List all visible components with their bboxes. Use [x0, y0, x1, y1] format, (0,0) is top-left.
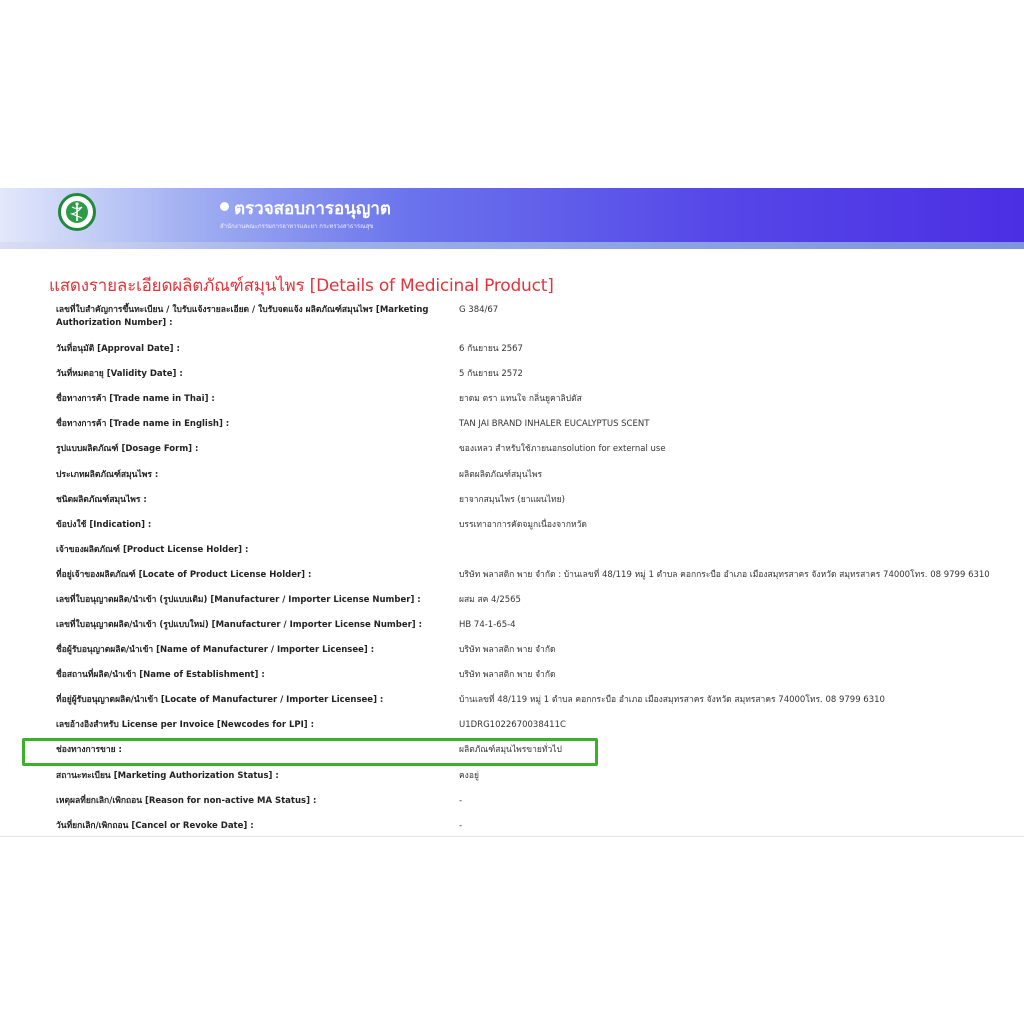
detail-label: เลขที่ใบอนุญาตผลิต/นำเข้า (รูปแบบใหม่) [Manufacturer / Importer License Number] : [56, 620, 423, 630]
banner-title: ตรวจสอบการอนุญาต [234, 199, 391, 219]
detail-value: ผลิตภัณฑ์สมุนไพรขายทั่วไป [459, 745, 562, 755]
detail-label: ชนิดผลิตภัณฑ์สมุนไพร : [56, 495, 147, 505]
banner-subtitle: สำนักงานคณะกรรมการอาหารและยา กระทรวงสาธารณสุข [220, 223, 374, 230]
detail-value: บริษัท พลาสติก พาย จำกัด [459, 670, 556, 680]
detail-value: บริษัท พลาสติก พาย จำกัด : บ้านเลขที่ 48/119 หมู่ 1 ตำบล คอกกระบือ อำเภอ เมืองสมุทรสาคร จังหวัด สมุทรสาคร 74000โทร. 08 9799 6310 [459, 570, 990, 580]
detail-label: ประเภทผลิตภัณฑ์สมุนไพร : [56, 470, 159, 480]
detail-label: ชื่อผู้รับอนุญาตผลิต/นำเข้า [Name of Manufacturer / Importer Licensee] : [56, 645, 375, 655]
detail-label: ช่องทางการขาย : [56, 745, 122, 755]
detail-value: บ้านเลขที่ 48/119 หมู่ 1 ตำบล คอกกระบือ อำเภอ เมืองสมุทรสาคร จังหวัด สมุทรสาคร 74000โทร. 08 9799 6310 [459, 695, 885, 705]
banner-strip [0, 242, 1024, 249]
detail-label: เจ้าของผลิตภัณฑ์ [Product License Holder] : [56, 545, 249, 555]
detail-value: ของเหลว สำหรับใช้ภายนอกsolution for external use [459, 444, 666, 454]
detail-label: ชื่อสถานที่ผลิต/นำเข้า [Name of Establishment] : [56, 670, 265, 680]
detail-label: เลขอ้างอิงสำหรับ License per Invoice [Newcodes for LPI] : [56, 720, 315, 730]
ministry-of-public-health-seal-icon [58, 193, 96, 231]
sales-channel-highlight-box [22, 738, 598, 766]
detail-label: สถานะทะเบียน [Marketing Authorization Status] : [56, 771, 279, 781]
detail-label: ชื่อทางการค้า [Trade name in English] : [56, 419, 230, 429]
app-screenshot [0, 188, 1024, 836]
detail-value: U1DRG1022670038411C [459, 720, 566, 730]
detail-value: บรรเทาอาการคัดจมูกเนื่องจากหวัด [459, 520, 587, 530]
detail-value: TAN JAI BRAND INHALER EUCALYPTUS SCENT [459, 419, 650, 429]
detail-label: ข้อบ่งใช้ [Indication] : [56, 520, 152, 530]
detail-value: 5 กันยายน 2572 [459, 369, 523, 379]
detail-value: ผลิตผลิตภัณฑ์สมุนไพร [459, 470, 543, 480]
detail-value: 6 กันยายน 2567 [459, 344, 523, 354]
detail-label: วันที่อนุมัติ [Approval Date] : [56, 344, 180, 354]
detail-label: ชื่อทางการค้า [Trade name in Thai] : [56, 394, 215, 404]
detail-value: G 384/67 [459, 305, 499, 315]
detail-value: - [459, 821, 463, 831]
detail-label: วันที่หมดอายุ [Validity Date] : [56, 369, 183, 379]
header-banner [0, 188, 1024, 242]
detail-label: รูปแบบผลิตภัณฑ์ [Dosage Form] : [56, 444, 199, 454]
detail-label: เลขที่ใบสำคัญการขึ้นทะเบียน / ใบรับแจ้งรายละเอียด / ใบรับจดแจ้ง ผลิตภัณฑ์สมุนไพร [Marketing Authorization Number] : [56, 305, 429, 328]
detail-label: วันที่ยกเลิก/เพิกถอน [Cancel or Revoke Date] : [56, 821, 254, 831]
detail-value: ยาดม ตรา แทนใจ กลิ่นยูคาลิปตัส [459, 394, 582, 404]
detail-label: ที่อยู่ผู้รับอนุญาตผลิต/นำเข้า [Locate of Manufacturer / Importer Licensee] : [56, 695, 384, 705]
detail-value: ยาจากสมุนไพร (ยาแผนไทย) [459, 495, 565, 505]
detail-label: ที่อยู่เจ้าของผลิตภัณฑ์ [Locate of Product License Holder] : [56, 570, 312, 580]
detail-label: เหตุผลที่ยกเลิก/เพิกถอน [Reason for non-active MA Status] : [56, 796, 317, 806]
page-title: แสดงรายละเอียดผลิตภัณฑ์สมุนไพร [Details of Medicinal Product] [49, 276, 554, 296]
detail-value: - [459, 796, 463, 806]
detail-value: บริษัท พลาสติก พาย จำกัด [459, 645, 556, 655]
detail-value: HB 74-1-65-4 [459, 620, 516, 630]
detail-value: ผสม สค 4/2565 [459, 595, 521, 605]
banner-dot-icon [220, 202, 229, 211]
detail-label: เลขที่ใบอนุญาตผลิต/นำเข้า (รูปแบบเดิม) [Manufacturer / Importer License Number] : [56, 595, 421, 605]
detail-value: คงอยู่ [459, 771, 479, 781]
